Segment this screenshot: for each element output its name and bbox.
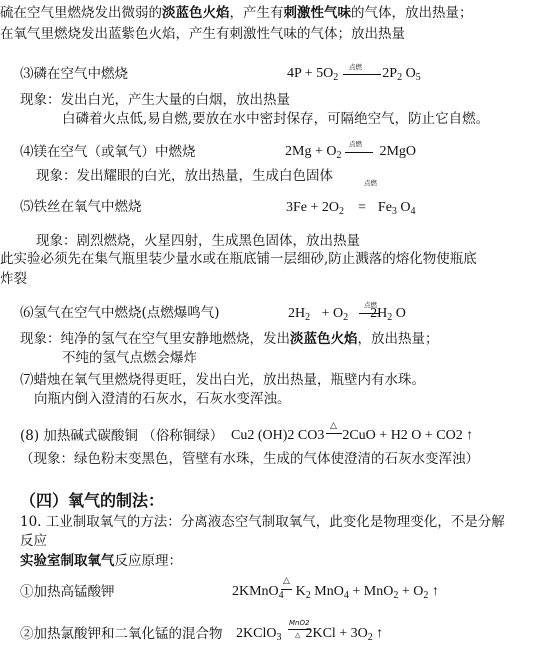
eq-text: O: [392, 306, 406, 321]
eq-sign: =: [358, 200, 366, 215]
intro-line-1: [0, 4, 473, 22]
reaction-1-title: ①加热高锰酸钾: [20, 584, 115, 600]
eq-text: O: [402, 66, 416, 81]
highlight-text: 淡蓝色火焰: [290, 331, 358, 347]
eq-text: 2H: [288, 306, 306, 321]
reaction-line: [359, 313, 379, 314]
section-heading: （四）氧气的制法：: [20, 491, 165, 510]
section-3-note: 白磷着火点低,易自燃,要放在水中密封保存，可隔绝空气，防止它自燃。: [62, 111, 490, 127]
eq-sub: 2: [305, 312, 311, 323]
section-6-observation: [20, 330, 439, 348]
eq-text: + MnO: [348, 584, 394, 599]
eq-text: 2P: [382, 66, 398, 81]
section-5-note-cont: 炸裂: [0, 271, 27, 287]
equation-r1: [232, 583, 439, 605]
eq-text: Fe: [377, 200, 392, 215]
eq-sub: 2: [305, 590, 311, 601]
highlight-text: 淡蓝色火焰: [162, 5, 230, 21]
eq-text: ↑: [428, 584, 439, 599]
section-8-title: (8) 加热碱式碳酸铜 （俗称铜绿）: [20, 428, 224, 444]
section-4-observation: 现象：发出耀眼的白光，放出热量，生成白色固体: [36, 168, 333, 184]
heat-triangle-icon: △: [330, 421, 337, 431]
highlight-text: 刺激性气味: [283, 5, 351, 21]
eq-text: Cu2 (OH)2 CO3: [231, 428, 325, 443]
eq-sub: 2: [397, 72, 403, 83]
condition-label: 点燃: [349, 63, 362, 71]
text: 硫在空气里燃烧发出微弱的: [0, 5, 162, 21]
paragraph-10-cont: 反应: [20, 533, 47, 549]
text: 现象：纯净的氢气在空气里安静地燃烧，发出: [20, 331, 290, 347]
section-3-title: ⑶磷在空气中燃烧: [20, 66, 128, 82]
section-7-line-2: 向瓶内倒入澄清的石灰水，石灰水变浑浊。: [34, 391, 291, 407]
stray-label: 点燃: [364, 179, 377, 187]
text: ，产生有: [229, 5, 284, 21]
eq-text: ↑: [372, 626, 384, 641]
eq-sub: 3: [276, 632, 282, 643]
eq-text: 4P + 5O: [287, 66, 334, 81]
eq-text: 3Fe + 2O: [286, 200, 340, 215]
eq-text: K: [295, 584, 306, 599]
eq-text: + O: [398, 584, 424, 599]
intro-line-2: 在氧气里燃烧发出蓝紫色火焰，产生有刺激性气味的气体；放出热量: [0, 26, 405, 42]
eq-sub: 5: [415, 72, 421, 83]
equation-5: [286, 199, 416, 221]
eq-sub: 4: [343, 590, 349, 601]
condition-label: 点燃: [349, 140, 362, 148]
section-5-title: ⑸铁丝在氧气中燃烧: [20, 199, 142, 215]
paragraph-10: 10. 工业制取氧气的方法：分离液态空气制取氧气，此变化是物理变化，不是分解: [20, 514, 505, 530]
eq-sub: 2: [336, 150, 342, 161]
eq-sub: 3: [391, 206, 397, 217]
eq-sub: 2: [343, 312, 349, 323]
condition-label: 点燃: [364, 301, 377, 309]
eq-sub: 4: [410, 206, 416, 217]
heat-triangle-icon: △: [295, 631, 301, 639]
reaction-line: [345, 152, 373, 153]
bold-text: 实验室制取氧气: [20, 553, 115, 569]
eq-sub: 2: [387, 312, 393, 323]
reaction-2-title: ②加热氯酸钾和二氧化锰的混合物: [20, 626, 223, 642]
equation-6: [288, 305, 406, 327]
eq-text: 2CuO + H2 O + CO2 ↑: [342, 428, 474, 443]
reaction-line: [281, 589, 292, 590]
eq-sub: 2: [393, 590, 399, 601]
section-5-note: 此实验必须先在集气瓶里装少量水或在瓶底铺一层细砂,防止溅落的熔化物使瓶底: [0, 251, 477, 267]
reaction-line: [326, 433, 342, 434]
section-8-observation: （现象：绿色粉末变黑色，管壁有水珠，生成的气体使澄清的石灰水变浑浊）: [20, 451, 479, 467]
section-5-observation: 现象：剧烈燃烧，火星四射，生成黑色固体，放出热量: [36, 233, 360, 249]
reaction-line: [343, 74, 381, 75]
eq-text: 2MgO: [379, 144, 417, 159]
eq-text: 2KClO: [236, 626, 277, 641]
section-4-title: ⑷镁在空气（或氧气）中燃烧: [20, 144, 196, 160]
section-7-line-1: ⑺蜡烛在氧气里燃烧得更旺，发出白光，放出热量，瓶壁内有水珠。: [20, 372, 425, 388]
eq-text: 2KCl + 3O: [305, 626, 368, 641]
eq-text: 2H: [370, 306, 388, 321]
equation-8: [231, 427, 473, 445]
eq-sub: 2: [333, 72, 339, 83]
eq-sub: 2: [423, 590, 429, 601]
section-6-title: ⑹氢气在空气中燃烧(点燃爆鸣气): [20, 305, 220, 321]
heat-triangle-icon: △: [283, 576, 290, 586]
text: ，放出热量；: [357, 331, 439, 347]
eq-sub: 2: [367, 632, 373, 643]
reaction-line: [288, 629, 310, 630]
catalyst-label: MnO2: [289, 619, 310, 627]
text: 的气体，放出热量；: [351, 5, 473, 21]
section-6-observation-2: 不纯的氢气点燃会爆炸: [62, 350, 197, 366]
eq-text: MnO: [310, 584, 344, 599]
eq-text: 2KMnO: [232, 584, 279, 599]
eq-sub: 2: [339, 206, 345, 217]
eq-text: O: [396, 200, 411, 215]
section-3-observation: 现象：发出白光，产生大量的白烟，放出热量: [20, 92, 290, 108]
eq-text: + O: [318, 306, 344, 321]
eq-sub: 4: [278, 590, 284, 601]
text: 反应原理：: [114, 553, 182, 569]
eq-text: 2Mg + O: [285, 144, 337, 159]
lab-heading: [20, 552, 182, 570]
